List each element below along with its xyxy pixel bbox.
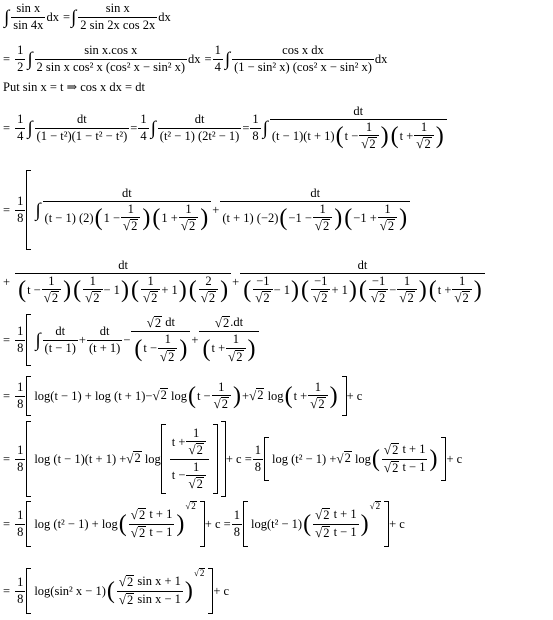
line-7: = 1 8 ∫ dt (t − 1) + $\frac{dt}{(t + 1)}$ − √ 2 dt ( t − 1 √ 2 ) + √ 2 .dt ( t + 1 √ 2 ) [3, 312, 260, 368]
fraction: $\frac{1}{8}$ [233, 508, 240, 539]
fraction: $\frac{1}{8}$ [252, 112, 259, 143]
fraction: 1 8 [17, 194, 24, 225]
fraction: sin x sin 4x [13, 1, 44, 32]
big-bracket: log (t − 1)(t + 1) + √ 2 log t + 1 √ 2 t − 1 √ 2 [26, 421, 226, 497]
big-bracket: log(t − 1) + log (t + 1) − √ 2 log ( t − 1 √ 2 ) + √ 2 log ( t + 1 √ 2 ) [26, 376, 346, 416]
fraction: cos x dx (1 − sin² x) (cos² x − sin² x) [234, 43, 372, 74]
fraction: 1 4 [17, 112, 24, 143]
fraction: 1 8 [17, 443, 24, 474]
fraction: √ 2 t + 1 √ 2 t − 1 [315, 506, 357, 540]
fraction: $\frac{dt}{\text{(t² − 1) (2t² − 1)}}$ [159, 112, 240, 143]
line-8: = 1 8 log(t − 1) + log (t + 1) − √ 2 log ( t − 1 √ 2 ) + √ 2 log ( t + 1 √ 2 ) + c [3, 374, 362, 418]
big-bracket: ∫ dt (t − 1) + $\frac{dt}{(t + 1)}$ − √ 2 dt ( t − 1 √ 2 ) + √ 2 .dt ( t + 1 √ 2 ) [26, 314, 259, 366]
line-6: + dt ( t − 1 √ 2 ) ( 1 √ 2 − 1 ) ( 1 √ 2 + 1 ) ( 2 √ 2 ) + dt ( −1 √ 2 − 1 ) ( −1 √ 2 + 1 ) ( −1 √ 2 − 1 √ 2 ) ( t + 1 √ 2 ) [3, 252, 486, 312]
big-bracket: log (t² − 1) + √ 2 log ( √ 2 t + 1 √ 2 t − 1 ) [264, 437, 446, 481]
line-9: = 1 8 log (t − 1)(t + 1) + √ 2 log t + 1 √ 2 t − 1 √ 2 + c = $\frac{1}{8}$ log (t² − 1) + √ 2 log ( √ 2 t + 1 √ 2 t − 1 ) + c [3, 420, 462, 498]
fraction: √ 2 sin x + 1 √ 2 sin x − 1 [118, 573, 181, 607]
fraction: 1 8 [17, 324, 24, 355]
fraction: √ 2 t + 1 √ 2 t − 1 [383, 441, 426, 475]
line-1: ∫ sin x sin 4x dx = ∫ sin x 2 sin 2x cos 2x dx [4, 1, 171, 32]
fraction: dt ( −1 √ 2 − 1 ) ( −1 √ 2 + 1 ) ( −1 √ 2 − 1 √ 2 ) ( t + 1 √ 2 ) [240, 259, 485, 306]
fraction: $\frac{1}{4}$ [214, 43, 221, 74]
fraction: dt (t + 1) (−2) ( −1 − 1 √ 2 ) ( −1 + 1 √ 2 ) [220, 187, 410, 234]
fraction: sin x.cos x 2 sin x cos² x (cos² x − sin² x) [36, 43, 186, 74]
line-3-substitution: Put sin x = t ⇒ cos x dx = dt [3, 80, 145, 94]
fraction: 1 2 [17, 43, 24, 74]
fraction: √ 2 t + 1 √ 2 t − 1 [130, 506, 173, 540]
fraction: t + 1 √ 2 t − 1 √ 2 [170, 427, 209, 492]
fraction: dt ( t − 1 √ 2 ) ( 1 √ 2 − 1 ) ( 1 √ 2 + 1 ) ( 2 √ 2 ) [15, 259, 231, 306]
fraction: sin x 2 sin 2x cos 2x [80, 1, 156, 32]
fraction: √ 2 .dt ( t + 1 √ 2 ) [199, 316, 258, 365]
fraction: 1 8 [17, 508, 24, 539]
big-bracket: ∫ dt (t − 1) (2) ( 1 − 1 √ 2 ) ( 1 + 1 √ 2 ) + dt (t + 1) (−2) ( −1 − 1 √ 2 ) ( −1 + 1 √ 2 ) [26, 170, 411, 250]
fraction: dt (t − 1) [44, 324, 76, 355]
big-bracket: log(t² − 1) ( √ 2 t + 1 √ 2 t − 1 ) √ 2 [243, 501, 389, 547]
fraction: $\frac{dt}{\text{(1 − t²)(1 − t² − t²)}}$ [36, 112, 128, 143]
fraction: $\frac{1}{4}$ [140, 112, 147, 143]
line-11: = 1 8 log(sin² x − 1) ( √ 2 sin x + 1 √ 2 sin x − 1 ) √ 2 + c [3, 566, 229, 616]
big-bracket: log(sin² x − 1) ( √ 2 sin x + 1 √ 2 sin x − 1 ) √ 2 [26, 568, 213, 614]
line-2: = 1 2 ∫ sin x.cos x 2 sin x cos² x (cos² x − sin² x) dx = $\frac{1}{4}$ ∫ cos x dx (1 − sin² x) (cos² x − sin² x) dx [3, 43, 388, 74]
big-bracket: log (t² − 1) + log ( √ 2 t + 1 √ 2 t − 1 ) √ 2 [26, 501, 204, 547]
integral-sign: ∫ [4, 6, 10, 28]
fraction: 1 8 [17, 575, 24, 606]
fraction: $\frac{dt}{(t + 1)}$ [88, 324, 121, 355]
fraction: dt (t − 1) (2) ( 1 − 1 √ 2 ) ( 1 + 1 √ 2 ) [43, 187, 212, 234]
fraction: √ 2 dt ( t − 1 √ 2 ) [131, 316, 190, 365]
line-5: = 1 8 ∫ dt (t − 1) (2) ( 1 − 1 √ 2 ) ( 1 + 1 √ 2 ) + dt (t + 1) (−2) ( −1 − 1 √ 2 ) ( −1 + 1 √ 2 ) [3, 170, 411, 250]
fraction: dt (t − 1)(t + 1) ( t − 1 √ 2 ) ( t + 1 √ 2 ) [270, 105, 447, 152]
line-10: = 1 8 log (t² − 1) + log ( √ 2 t + 1 √ 2 t − 1 ) √ 2 + c = $\frac{1}{8}$ log(t² − 1) ( √ 2 t + 1 √ 2 t − 1 ) √ 2 + c [3, 500, 405, 548]
line-4: = 1 4 ∫ $\frac{dt}{\text{(1 − t²)(1 − t² − t²)}}$ = $\frac{1}{4}$ ∫ $\frac{dt}{\text{(t² − 1) (2t² − 1)}}$ = $\frac{1}{8}$ ∫ dt (t − 1)(t + 1) ( t − 1 √ 2 ) ( t + 1 √ 2 ) [3, 96, 448, 160]
fraction: $\frac{1}{8}$ [254, 443, 262, 474]
fraction: 1 8 [17, 380, 24, 411]
